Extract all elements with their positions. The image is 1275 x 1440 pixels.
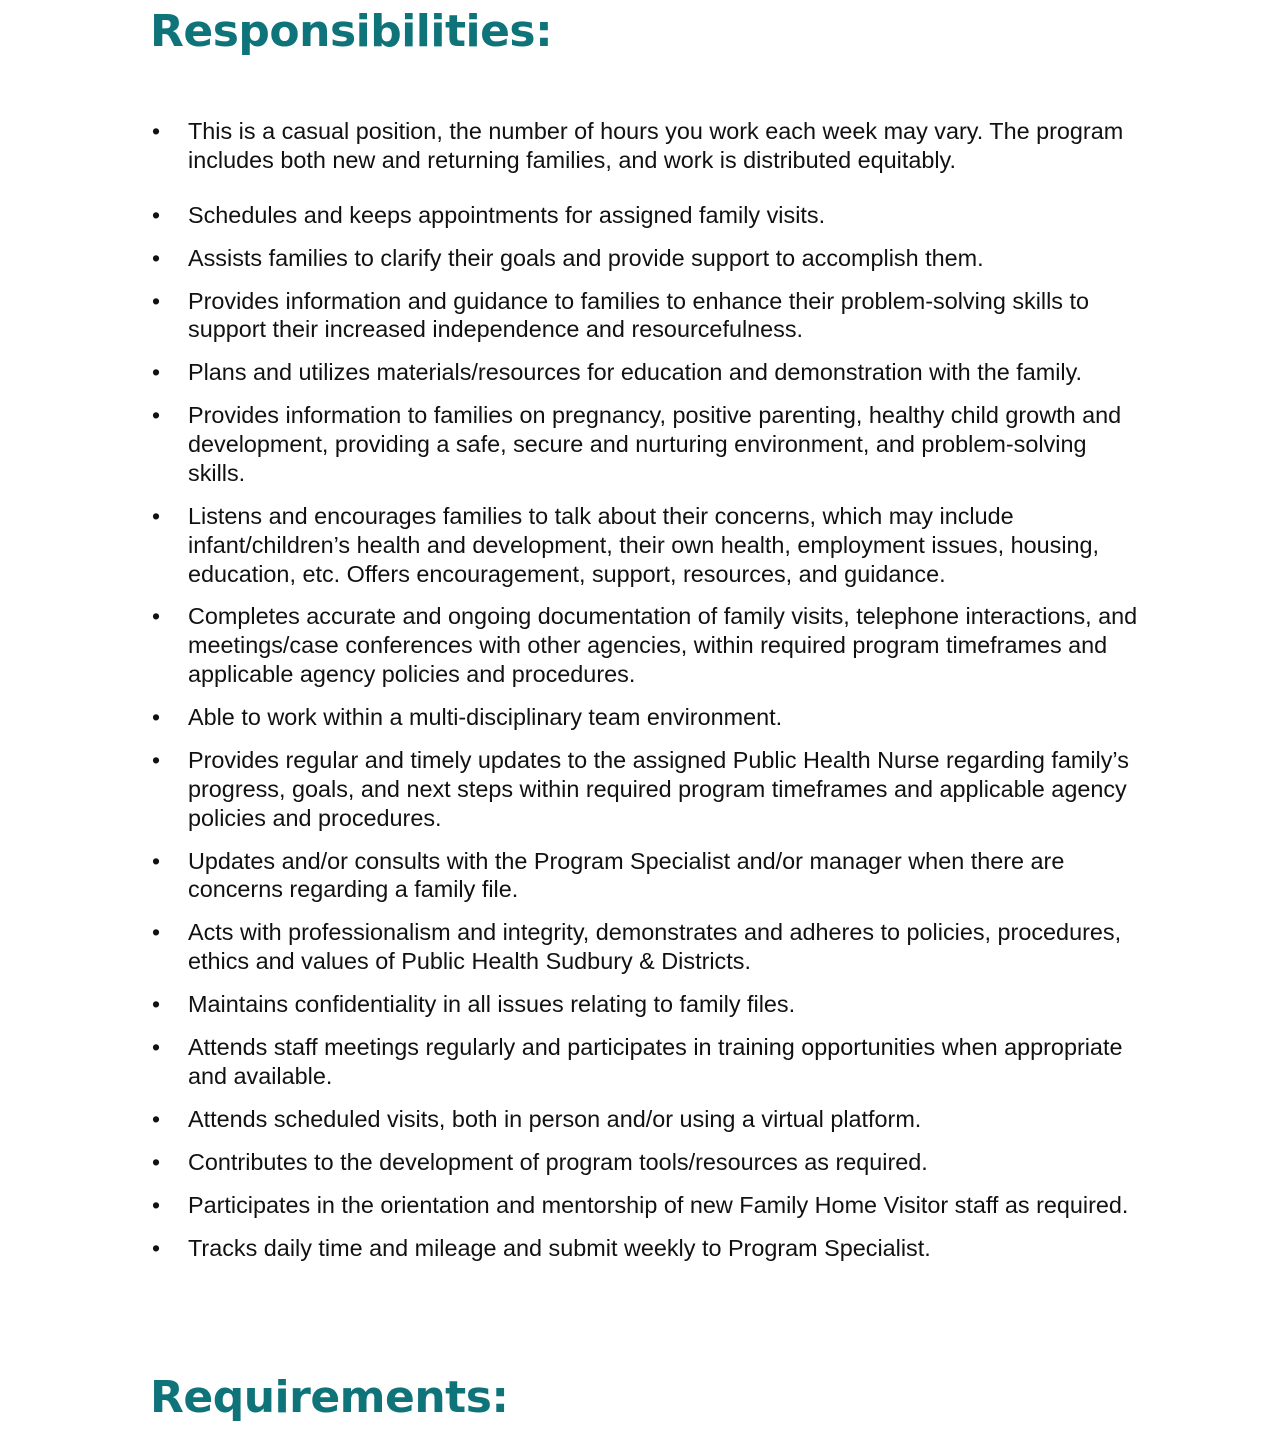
bullet-icon: • — [152, 919, 161, 946]
list-item — [150, 401, 1140, 487]
list-item — [150, 703, 1140, 732]
bullet-icon: • — [152, 704, 161, 731]
list-item-text: This is a casual position, the number of hours you work each week may vary. The program includes both new and returning families, and work is distributed equitably. — [188, 118, 1124, 173]
bullet-icon: • — [152, 1105, 161, 1132]
list-item-text: Schedules and keeps appointments for assigned family visits. — [188, 201, 826, 228]
list-item-text: Updates and/or consults with the Program Specialist and/or manager when there are concerns regarding a family file. — [188, 847, 1065, 903]
bullet-icon: • — [152, 118, 161, 144]
list-item-text: Able to work within a multi-disciplinary team environment. — [188, 704, 783, 731]
bullet-icon: • — [152, 1191, 161, 1218]
bullet-icon: • — [152, 603, 161, 630]
bullet-icon: • — [152, 402, 161, 429]
list-item — [150, 117, 1140, 175]
responsibilities-list — [150, 117, 1140, 1277]
list-item-text: Participates in the orientation and mentorship of new Family Home Visitor staff as required. — [188, 1191, 1129, 1218]
responsibilities-heading: Responsibilities: — [150, 6, 553, 57]
list-item-text: Attends staff meetings regularly and participates in training opportunities when appropriate and available. — [188, 1034, 1123, 1089]
list-item — [150, 1148, 1140, 1177]
list-item-text: Attends scheduled visits, both in person and/or using a virtual platform. — [188, 1105, 922, 1132]
list-item — [150, 602, 1140, 688]
bullet-icon: • — [152, 991, 161, 1018]
list-item-text: Provides information and guidance to families to enhance their problem-solving skills to support their increased independence and resourcefulness. — [188, 287, 1090, 343]
bullet-icon: • — [152, 747, 161, 774]
list-item-text: Tracks daily time and mileage and submit weekly to Program Specialist. — [188, 1234, 931, 1261]
list-item — [150, 1191, 1140, 1220]
list-item — [150, 847, 1140, 905]
bullet-icon: • — [152, 201, 161, 228]
list-item — [150, 244, 1140, 273]
list-item — [150, 918, 1140, 976]
list-item — [150, 502, 1140, 588]
list-item — [150, 201, 1140, 230]
list-item-text: Listens and encourages families to talk about their concerns, which may include infant/children’s health and development, their own health, employment issues, housing, education, etc. Offers encouragement, support, resources, and guidance. — [188, 502, 1100, 587]
bullet-icon: • — [152, 847, 161, 874]
list-item-text: Assists families to clarify their goals and provide support to accomplish them. — [188, 244, 984, 271]
bullet-icon: • — [152, 502, 161, 529]
list-item — [150, 1105, 1140, 1134]
bullet-icon: • — [152, 1148, 161, 1175]
requirements-heading: Requirements: — [150, 1372, 509, 1423]
bullet-icon: • — [152, 359, 161, 386]
bullet-icon: • — [152, 1034, 161, 1061]
list-item-text: Plans and utilizes materials/resources for education and demonstration with the family. — [188, 359, 1083, 386]
list-item — [150, 1234, 1140, 1263]
list-item — [150, 287, 1140, 345]
list-item-text: Completes accurate and ongoing documentation of family visits, telephone interactions, and meetings/case conferences with other agencies, within required program timeframes and applicable agency policies and procedures. — [188, 603, 1138, 688]
list-item-text: Maintains confidentiality in all issues relating to family files. — [188, 991, 796, 1018]
list-item — [150, 358, 1140, 387]
bullet-icon: • — [152, 244, 161, 271]
list-item — [150, 1033, 1140, 1091]
bullet-icon: • — [152, 1234, 161, 1261]
list-item — [150, 746, 1140, 832]
list-item-text: Contributes to the development of program tools/resources as required. — [188, 1148, 928, 1175]
list-item-text: Provides information to families on pregnancy, positive parenting, healthy child growth and development, providing a safe, secure and nurturing environment, and problem-solving skills. — [188, 402, 1122, 486]
list-item-text: Acts with professionalism and integrity, demonstrates and adheres to policies, procedures, ethics and values of Public Health Sudbury & Districts. — [188, 919, 1122, 975]
list-item-text: Provides regular and timely updates to the assigned Public Health Nurse regarding family’s progress, goals, and next steps within required program timeframes and applicable agency policies and procedures. — [188, 747, 1129, 831]
list-item — [150, 990, 1140, 1019]
bullet-icon: • — [152, 287, 161, 314]
